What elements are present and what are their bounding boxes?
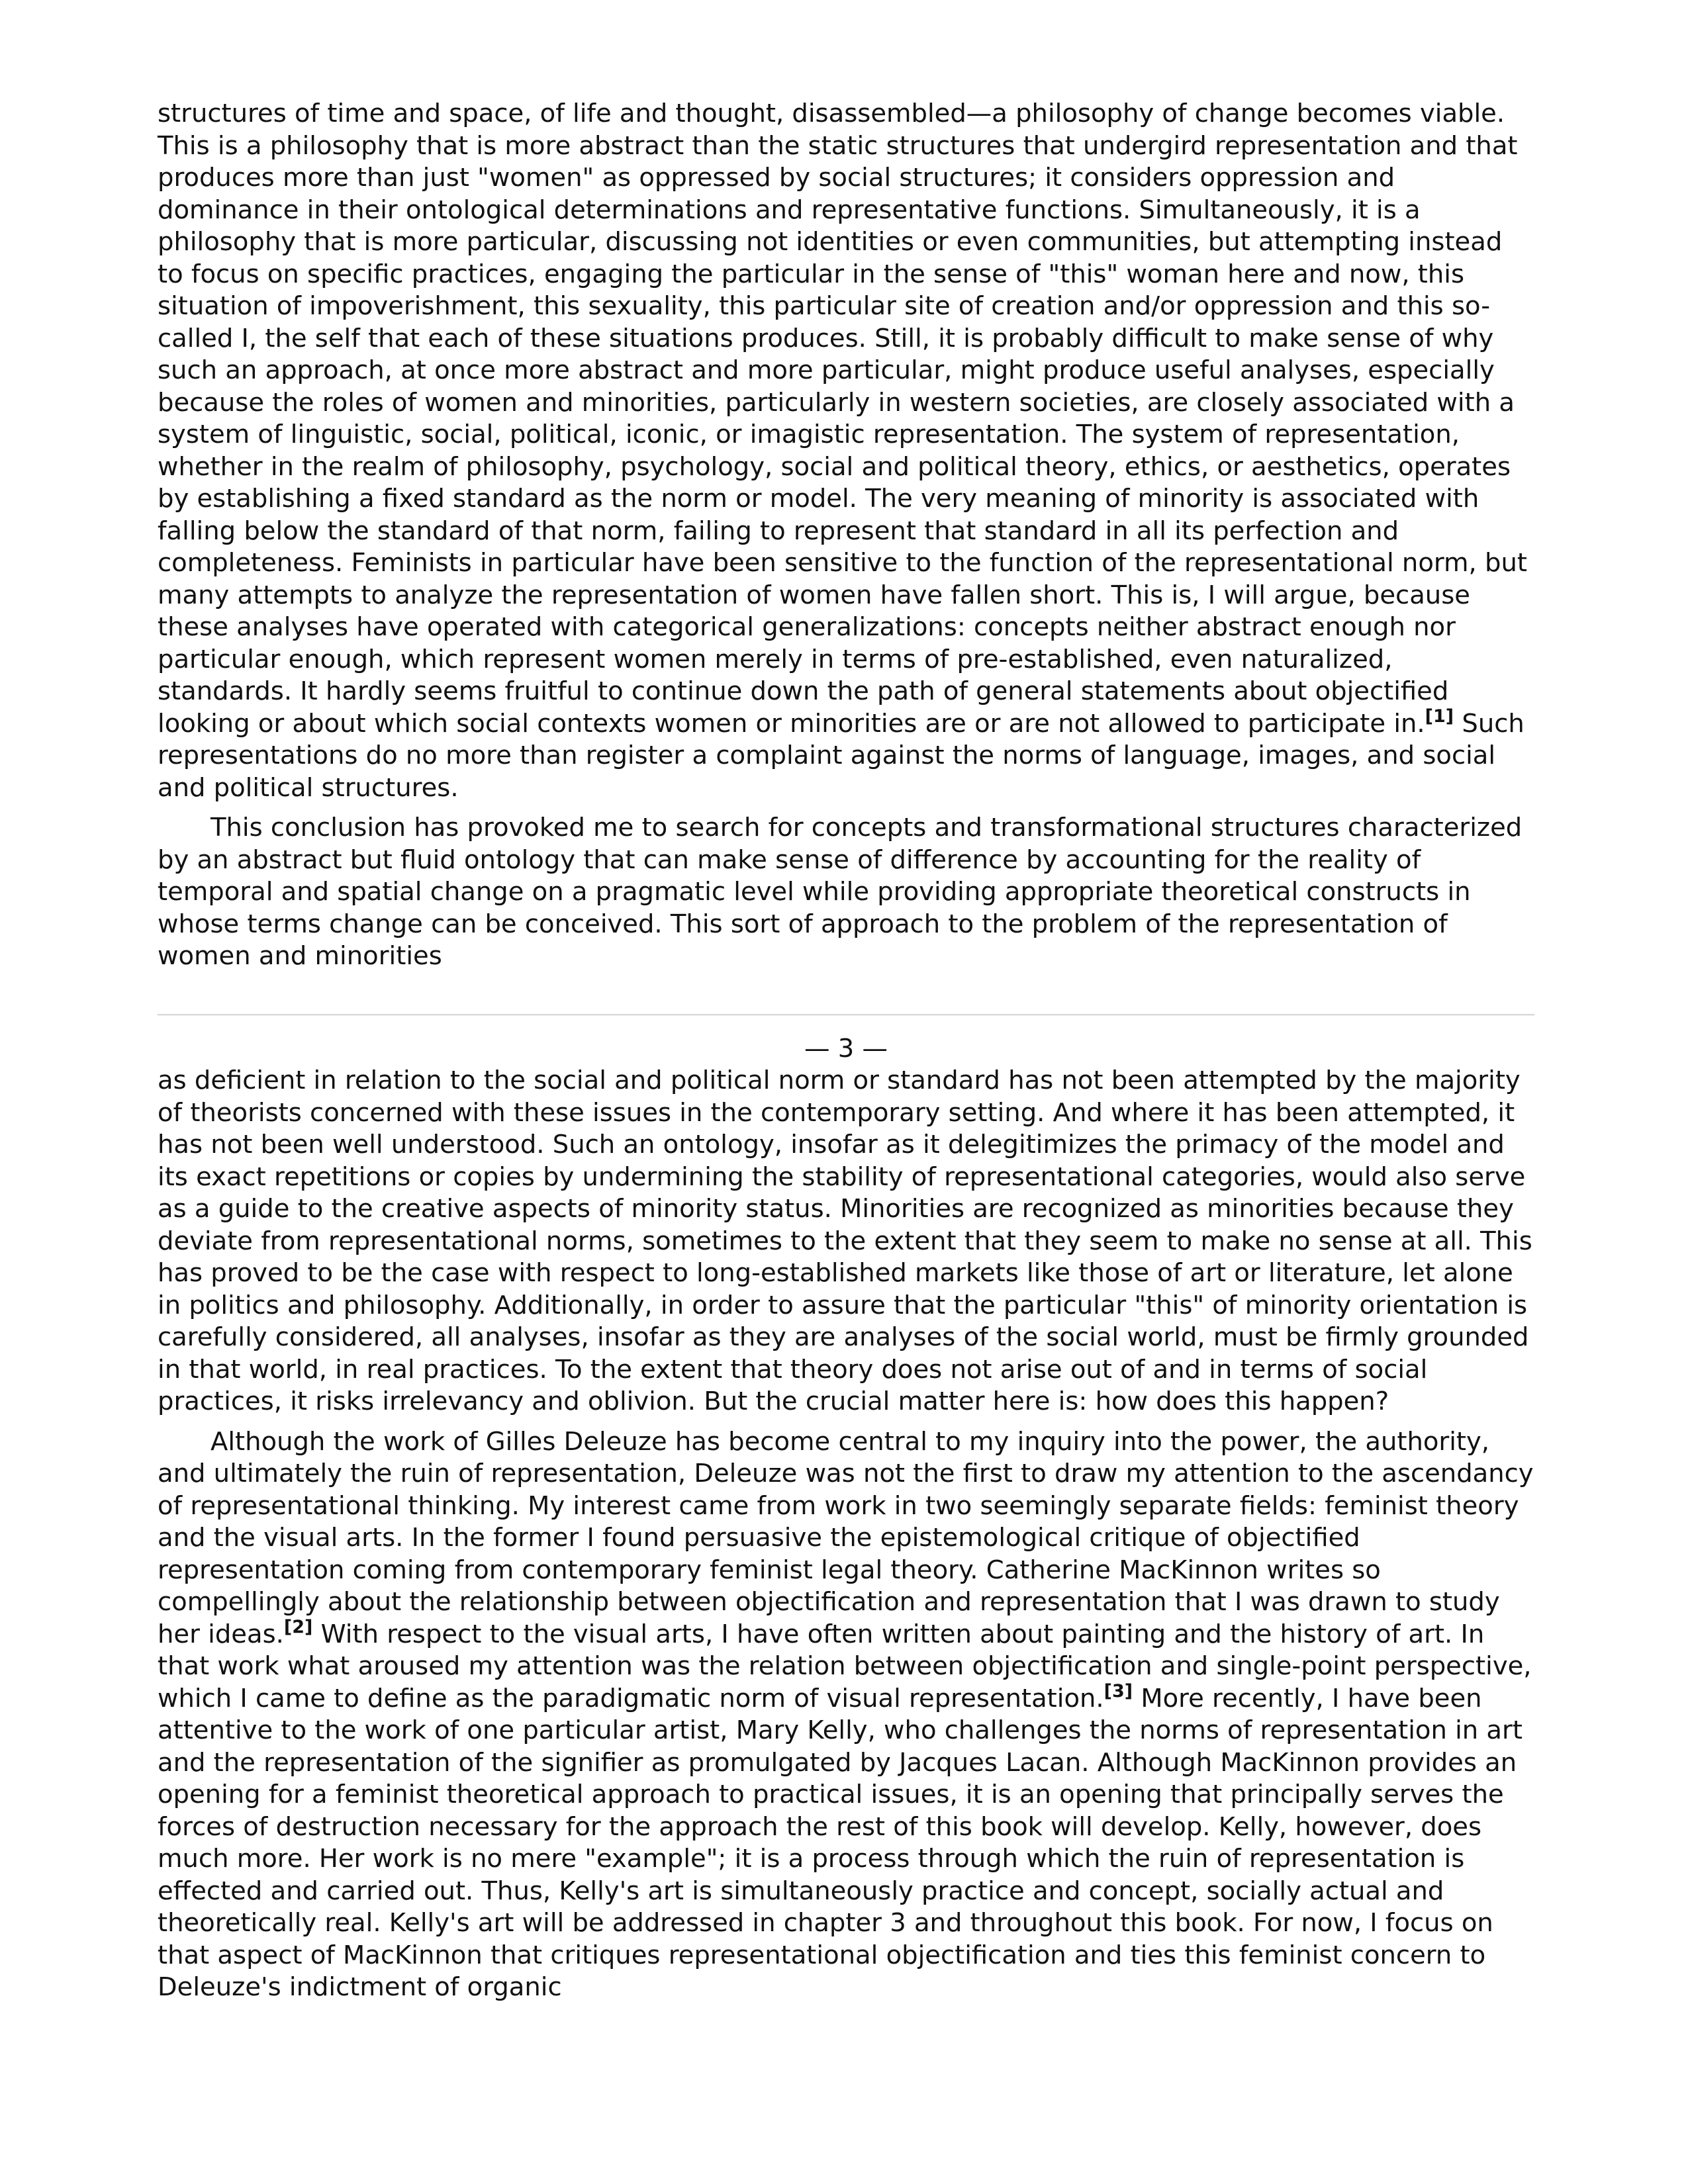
paragraph-bottom-1 bbox=[158, 1065, 1534, 1418]
text-run: With respect to the visual arts, I have often written about painting and the history of art. In that work what aroused my attention was the relation between objectification and single-point perspective, which I came to define as the paradigmatic norm of visual representation. bbox=[158, 1619, 1532, 1713]
footnote-link-2[interactable]: [2] bbox=[283, 1616, 313, 1637]
text-run: Such representations do no more than register a complaint against the norms of language, images, and social and political structures. bbox=[158, 708, 1524, 803]
text-run: structures of time and space, of life and thought, disassembled—a philosophy of change becomes viable. This is a philosophy that is more abstract than the static structures that undergird representation and that produces more than just "women" as oppressed by social structures; it considers oppression and dominance in their ontological determinations and representative functions. Simultaneously, it is a philosophy that is more particular, discussing not identities or even communities, but attempting instead to focus on specific practices, engaging the particular in the sense of "this" woman here and now, this situation of impoverishment, this sexuality, this particular site of creation and/or oppression and this so-called I, the self that each of these situations produces. Still, it is probably difficult to make sense of why such an approach, at once more abstract and more particular, might produce useful analyses, especially because the roles of women and minorities, particularly in western societies, are closely associated with a system of linguistic, social, political, iconic, or imagistic representation. The system of representation, whether in the realm of philosophy, psychology, social and political theory, ethics, or aesthetics, operates by establishing a fixed standard as the norm or model. The very meaning of minority is associated with falling below the standard of that norm, failing to represent that standard in all its perfection and completeness. Feminists in particular have been sensitive to the function of the representational norm, but many attempts to analyze the representation of women have fallen short. This is, I will argue, because these analyses have operated with categorical generalizations: concepts neither abstract enough nor particular enough, which represent women merely in terms of pre-established, even naturalized, standards. It hardly seems fruitful to continue down the path of general statements about objectified looking or about which social contexts women or minorities are or are not allowed to participate in. bbox=[158, 99, 1527, 739]
text-run: More recently, I have been attentive to the work of one particular artist, Mary Kelly, who challenges the norms of representation in art and the representation of the signifier as promulgated by Jacques Lacan. Although MacKinnon provides an opening for a feminist theoretical approach to practical issues, it is an opening that principally serves the forces of destruction necessary for the approach the rest of this book will develop. Kelly, however, does much more. Her work is no mere "example"; it is a process through which the ruin of representation is effected and carried out. Thus, Kelly's art is simultaneously practice and concept, socially actual and theoretically real. Kelly's art will be addressed in chapter 3 and throughout this book. For now, I focus on that aspect of MacKinnon that critiques representational objectification and ties this feminist concern to Deleuze's indictment of organic bbox=[158, 1683, 1523, 2002]
paragraph-top-1 bbox=[158, 98, 1534, 804]
text-run: Although the work of Gilles Deleuze has become central to my inquiry into the power, the authority, and ultimately the ruin of representation, Deleuze was not the first to draw my attention to the ascendancy of representational thinking. My interest came from work in two seemingly separate fields: feminist theory and the visual arts. In the former I found persuasive the epistemological critique of objectified representation coming from contemporary feminist legal theory. Catherine MacKinnon writes so compellingly about the relationship between objectification and representation that I was drawn to study her ideas. bbox=[158, 1426, 1534, 1649]
paragraph-top-2 bbox=[158, 812, 1534, 973]
text-run: This conclusion has provoked me to search for concepts and transformational structures characterized by an abstract but fluid ontology that can make sense of difference by accounting for the reality of temporal and spatial change on a pragmatic level while providing appropriate theoretical constructs in whose terms change can be conceived. This sort of approach to the problem of the representation of women and minorities bbox=[158, 813, 1523, 971]
page-number: — 3 — bbox=[804, 1033, 888, 1064]
document-page bbox=[158, 98, 1534, 2004]
text-run: as deficient in relation to the social and political norm or standard has not been attempted by the majority of theorists concerned with these issues in the contemporary setting. And where it has been attempted, it has not been well understood. Such an ontology, insofar as it delegitimizes the primacy of the model and its exact repetitions or copies by undermining the stability of representational categories, would also serve as a guide to the creative aspects of minority status. Minorities are recognized as minorities because they deviate from representational norms, sometimes to the extent that they seem to make no sense at all. This has proved to be the case with respect to long-established markets like those of art or literature, let alone in politics and philosophy. Additionally, in order to assure that the particular "this" of minority orientation is carefully considered, all analyses, insofar as they are analyses of the social world, must be firmly grounded in that world, in real practices. To the extent that theory does not arise out of and in terms of social practices, it risks irrelevancy and oblivion. But the crucial matter here is: how does this happen? bbox=[158, 1066, 1532, 1416]
paragraph-bottom-2 bbox=[158, 1426, 1534, 2004]
footnote-link-3[interactable]: [3] bbox=[1103, 1680, 1133, 1702]
footnote-link-1[interactable]: [1] bbox=[1425, 705, 1454, 727]
page-divider bbox=[158, 1014, 1534, 1016]
